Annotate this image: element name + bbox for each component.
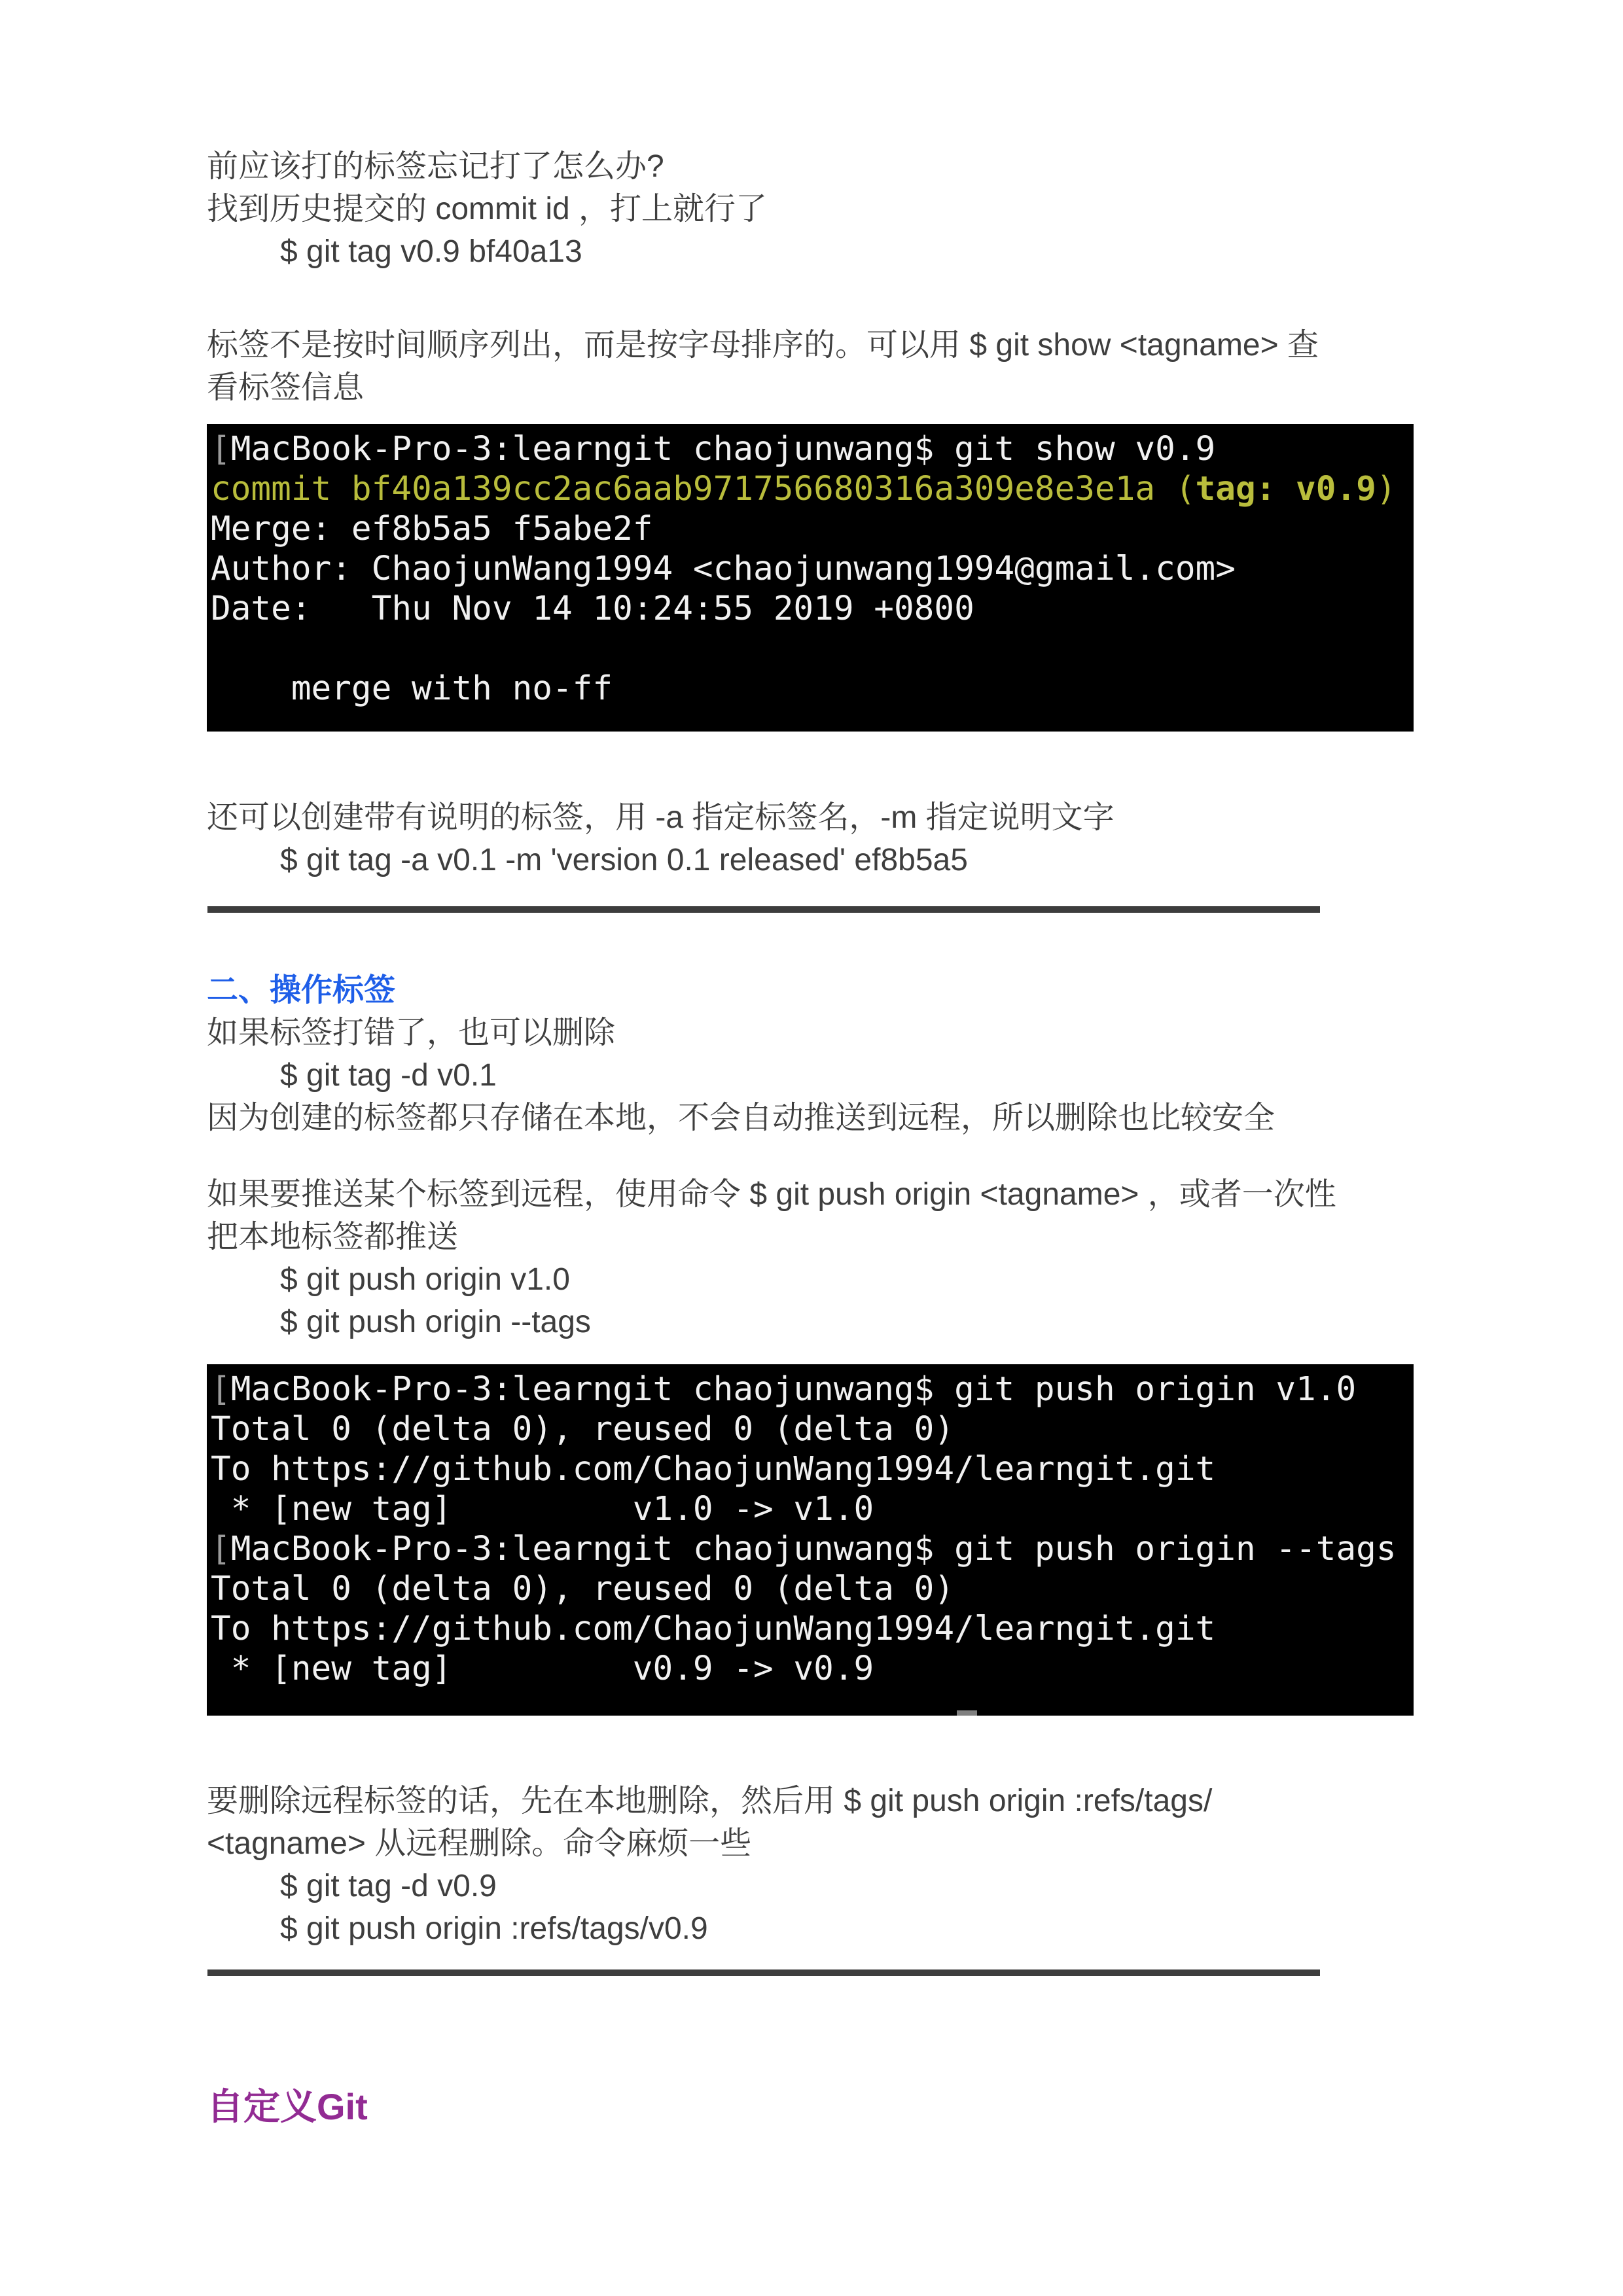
command-line: $ git push origin :refs/tags/v0.9 — [280, 1911, 708, 1946]
terminal-line: [MacBook-Pro-3:learngit chaojunwang$ git show v0.9 — [211, 430, 1216, 468]
paragraph-line: 如果要推送某个标签到远程，使用命令 $ git push origin <tagname> ，或者一次性 — [207, 1177, 1336, 1212]
command-line: $ git push origin v1.0 — [280, 1262, 570, 1297]
terminal-line: [MacBook-Pro-3:learngit chaojunwang$ git push origin --tags — [211, 1530, 1397, 1568]
terminal-screenshot-git-push-tags — [207, 1364, 1414, 1716]
paragraph-line: 看标签信息 — [207, 370, 365, 405]
section-divider — [207, 1969, 1320, 1976]
paragraph-line: 还可以创建带有说明的标签，用 -a 指定标签名，-m 指定说明文字 — [207, 800, 1115, 835]
command-line: $ git tag -d v0.1 — [280, 1058, 497, 1093]
terminal-cursor — [957, 1710, 977, 1716]
paragraph-tag-sorting — [207, 324, 1427, 409]
paragraph-forgot-tag — [207, 145, 1427, 273]
section-operate-tags — [207, 969, 1427, 1139]
command-line: $ git tag v0.9 bf40a13 — [280, 234, 582, 269]
terminal-line: commit bf40a139cc2ac6aab971756680316a309e8e3e1a (tag: v0.9) — [211, 470, 1397, 508]
paragraph-line: 找到历史提交的 commit id ，打上就行了 — [207, 192, 768, 226]
paragraph-line: 把本地标签都推送 — [207, 1220, 459, 1254]
paragraph-line: <tagname> 从远程删除。命令麻烦一些 — [207, 1826, 752, 1861]
terminal-line: Merge: ef8b5a5 f5abe2f — [211, 510, 653, 548]
terminal-line: Author: ChaojunWang1994 <chaojunwang1994@gmail.com> — [211, 550, 1236, 588]
terminal-line: To https://github.com/ChaojunWang1994/learngit.git — [211, 1450, 1216, 1489]
paragraph-delete-remote-tag — [207, 1780, 1427, 1950]
terminal-line — [211, 629, 1414, 669]
paragraph-line: 前应该打的标签忘记打了怎么办? — [207, 149, 664, 184]
terminal-line: * [new tag] v0.9 -> v0.9 — [211, 1650, 874, 1688]
section-heading-operate-tags: 二、操作标签 — [207, 973, 396, 1008]
paragraph-annotated-tag — [207, 796, 1427, 881]
paragraph-line: 要删除远程标签的话，先在本地删除，然后用 $ git push origin :refs/tags/ — [207, 1784, 1213, 1818]
paragraph-line: 因为创建的标签都只存储在本地，不会自动推送到远程，所以删除也比较安全 — [207, 1101, 1275, 1135]
paragraph-line: 如果标签打错了，也可以删除 — [207, 1016, 616, 1050]
command-line: $ git tag -a v0.1 -m 'version 0.1 released' ef8b5a5 — [280, 843, 968, 877]
terminal-line: merge with no-ff — [211, 669, 613, 708]
section-divider — [207, 906, 1320, 913]
terminal-screenshot-git-show — [207, 424, 1414, 732]
command-line: $ git tag -d v0.9 — [280, 1869, 497, 1903]
terminal-line: [MacBook-Pro-3:learngit chaojunwang$ git push origin v1.0 — [211, 1370, 1357, 1409]
terminal-line: * [new tag] v1.0 -> v1.0 — [211, 1490, 874, 1528]
terminal-line: Total 0 (delta 0), reused 0 (delta 0) — [211, 1410, 955, 1449]
terminal-line: Date: Thu Nov 14 10:24:55 2019 +0800 — [211, 590, 974, 628]
terminal-line: Total 0 (delta 0), reused 0 (delta 0) — [211, 1570, 955, 1608]
paragraph-push-tags — [207, 1173, 1427, 1343]
section-custom-git — [207, 2084, 1427, 2130]
command-line: $ git push origin --tags — [280, 1305, 591, 1339]
heading-custom-git: 自定义Git — [207, 2086, 368, 2127]
paragraph-line: 标签不是按时间顺序列出，而是按字母排序的。可以用 $ git show <tagname> 查 — [207, 328, 1319, 362]
terminal-line: To https://github.com/ChaojunWang1994/learngit.git — [211, 1610, 1216, 1648]
